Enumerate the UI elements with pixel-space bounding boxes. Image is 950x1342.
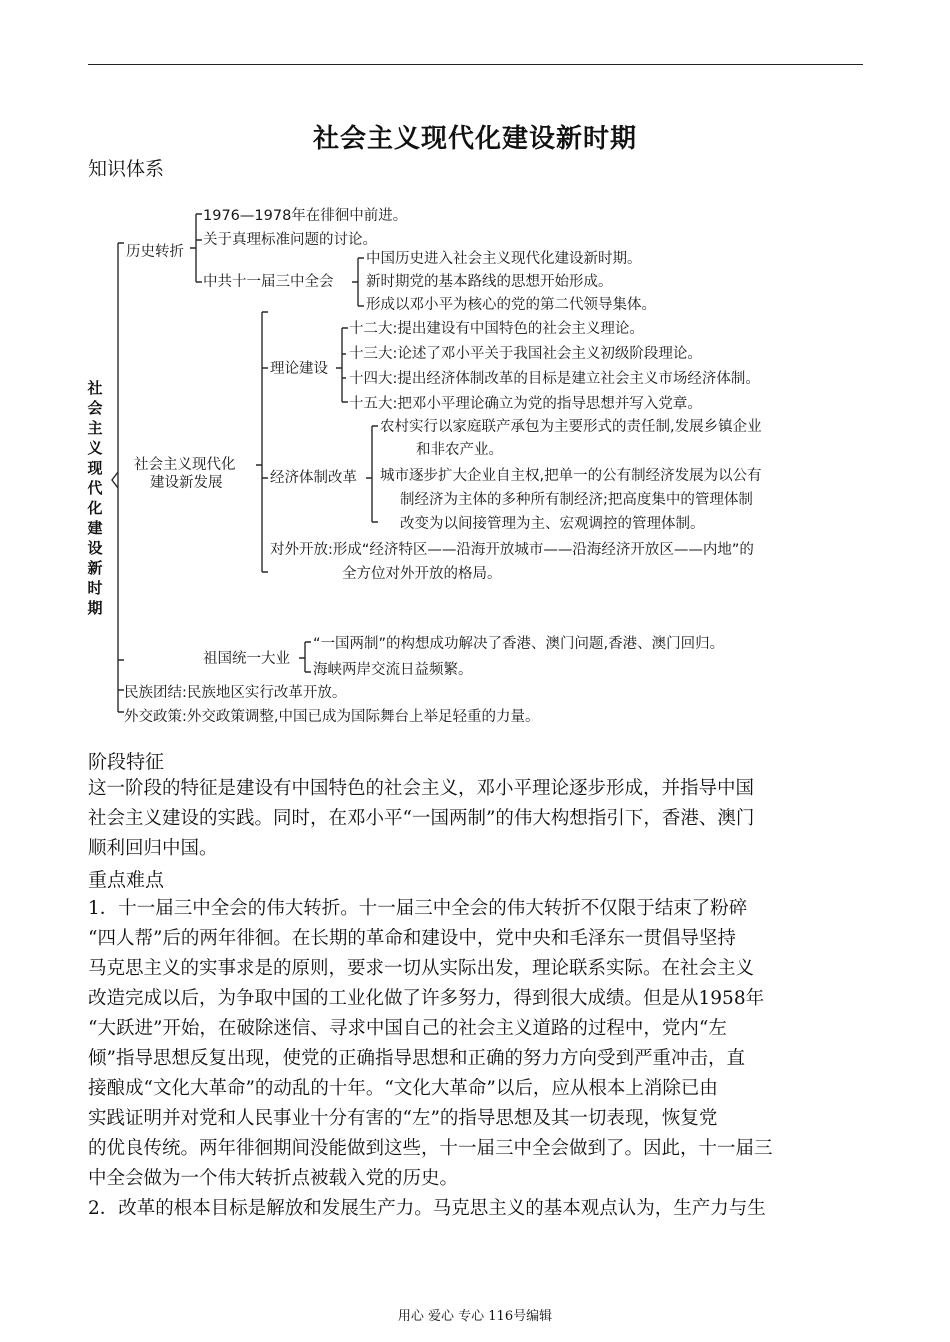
theory-item-4: 十五大:把邓小平理论确立为党的指导思想并写入党章。 (349, 396, 702, 412)
key-line: “大跃进”开始，在破除迷信、寻求中国自己的社会主义道路的过程中，党内“左 (88, 1018, 727, 1039)
plenum-item-1: 中国历史进入社会主义现代化建设新时期。 (366, 251, 642, 267)
history-item-1: 1976—1978年在徘徊中前进。 (203, 208, 408, 224)
stage-line: 社会主义建设的实践。同时，在邓小平“一国两制”的伟大构想指引下，香港、澳门 (88, 808, 755, 829)
key-line: 中全会做为一个伟大转折点被载入党的历史。 (88, 1168, 459, 1189)
key-line: 的优良传统。两年徘徊期间没能做到这些，十一届三中全会做到了。因此，十一届三 (88, 1138, 773, 1159)
key-paragraph (88, 894, 863, 1224)
plenum-label: 中共十一届三中全会 (203, 274, 334, 290)
diplomacy: 外交政策:外交政策调整,中国已成为国际舞台上举足轻重的力量。 (124, 709, 540, 725)
economy-item2-line2: 制经济为主体的多种所有制经济;把高度集中的管理体制 (400, 492, 753, 508)
theory-item-2: 十三大:论述了邓小平关于我国社会主义初级阶段理论。 (349, 346, 702, 362)
stage-line: 这一阶段的特征是建设有中国特色的社会主义，邓小平理论逐步形成，并指导中国 (88, 778, 755, 799)
section-heading-key: 重点难点 (88, 869, 165, 891)
page-title: 社会主义现代化建设新时期 (312, 124, 637, 154)
key-line: 实践证明并对党和人民事业十分有害的“左”的指导思想及其一切表现，恢复党 (88, 1108, 718, 1129)
plenum-item-3: 形成以邓小平为核心的党的第二代领导集体。 (366, 297, 656, 313)
economy-item1-line2: 和非农产业。 (416, 442, 503, 458)
section-heading-stage: 阶段特征 (88, 751, 165, 773)
history-turn-label: 历史转折 (126, 244, 184, 260)
new-dev-label-line1: 社会主义现代化 (134, 457, 236, 473)
economy-item1-line1: 农村实行以家庭联产承包为主要形式的责任制,发展乡镇企业 (380, 419, 762, 435)
unification-label: 祖国统一大业 (203, 651, 290, 667)
key-line: 接酿成“文化大革命”的动乱的十年。“文化大革命”以后，应从根本上消除已由 (88, 1078, 718, 1099)
stage-line: 顺利回归中国。 (88, 838, 218, 859)
ethnic-unity: 民族团结:民族地区实行改革开放。 (124, 685, 347, 701)
root-label: 社会主义现代化建设新时期 (87, 379, 103, 617)
section-heading-knowledge: 知识体系 (88, 158, 165, 180)
page-footer: 用心 爱心 专心 116号编辑 (397, 1309, 553, 1324)
new-dev-label-line2: 建设新发展 (150, 475, 223, 491)
stage-paragraph (88, 774, 863, 864)
key-line: 改造完成以后，为争取中国的工业化做了许多努力，得到很大成绩。但是从1958年 (88, 988, 765, 1009)
theory-label: 理论建设 (270, 361, 328, 377)
economy-label: 经济体制改革 (270, 470, 357, 486)
theory-item-3: 十四大:提出经济体制改革的目标是建立社会主义市场经济体制。 (349, 371, 760, 387)
history-item-2: 关于真理标准问题的讨论。 (203, 232, 377, 248)
unification-item-2: 海峡两岸交流日益频繁。 (313, 662, 473, 678)
opening-line1: 对外开放:形成“经济特区——沿海开放城市——沿海经济开放区——内地”的 (270, 542, 754, 558)
key-line: 2．改革的根本目标是解放和发展生产力。马克思主义的基本观点认为，生产力与生 (88, 1198, 766, 1219)
economy-item2-line1: 城市逐步扩大企业自主权,把单一的公有制经济发展为以公有 (380, 468, 762, 484)
unification-item-1: “一国两制”的构想成功解决了香港、澳门问题,香港、澳门回归。 (313, 636, 725, 652)
key-line: “四人帮”后的两年徘徊。在长期的革命和建设中，党中央和毛泽东一贯倡导坚持 (88, 928, 736, 949)
theory-item-1: 十二大:提出建设有中国特色的社会主义理论。 (349, 321, 644, 337)
key-line: 倾”指导思想反复出现，使党的正确指导思想和正确的努力方向受到严重冲击，直 (88, 1048, 745, 1069)
plenum-item-2: 新时期党的基本路线的思想开始形成。 (366, 274, 613, 290)
opening-line2: 全方位对外开放的格局。 (342, 566, 502, 582)
key-line: 马克思主义的实事求是的原则，要求一切从实际出发，理论联系实际。在社会主义 (88, 958, 755, 979)
economy-item2-line3: 改变为以间接管理为主、宏观调控的管理体制。 (400, 516, 705, 532)
key-line: 1．十一届三中全会的伟大转折。十一届三中全会的伟大转折不仅限于结束了粉碎 (88, 898, 748, 919)
